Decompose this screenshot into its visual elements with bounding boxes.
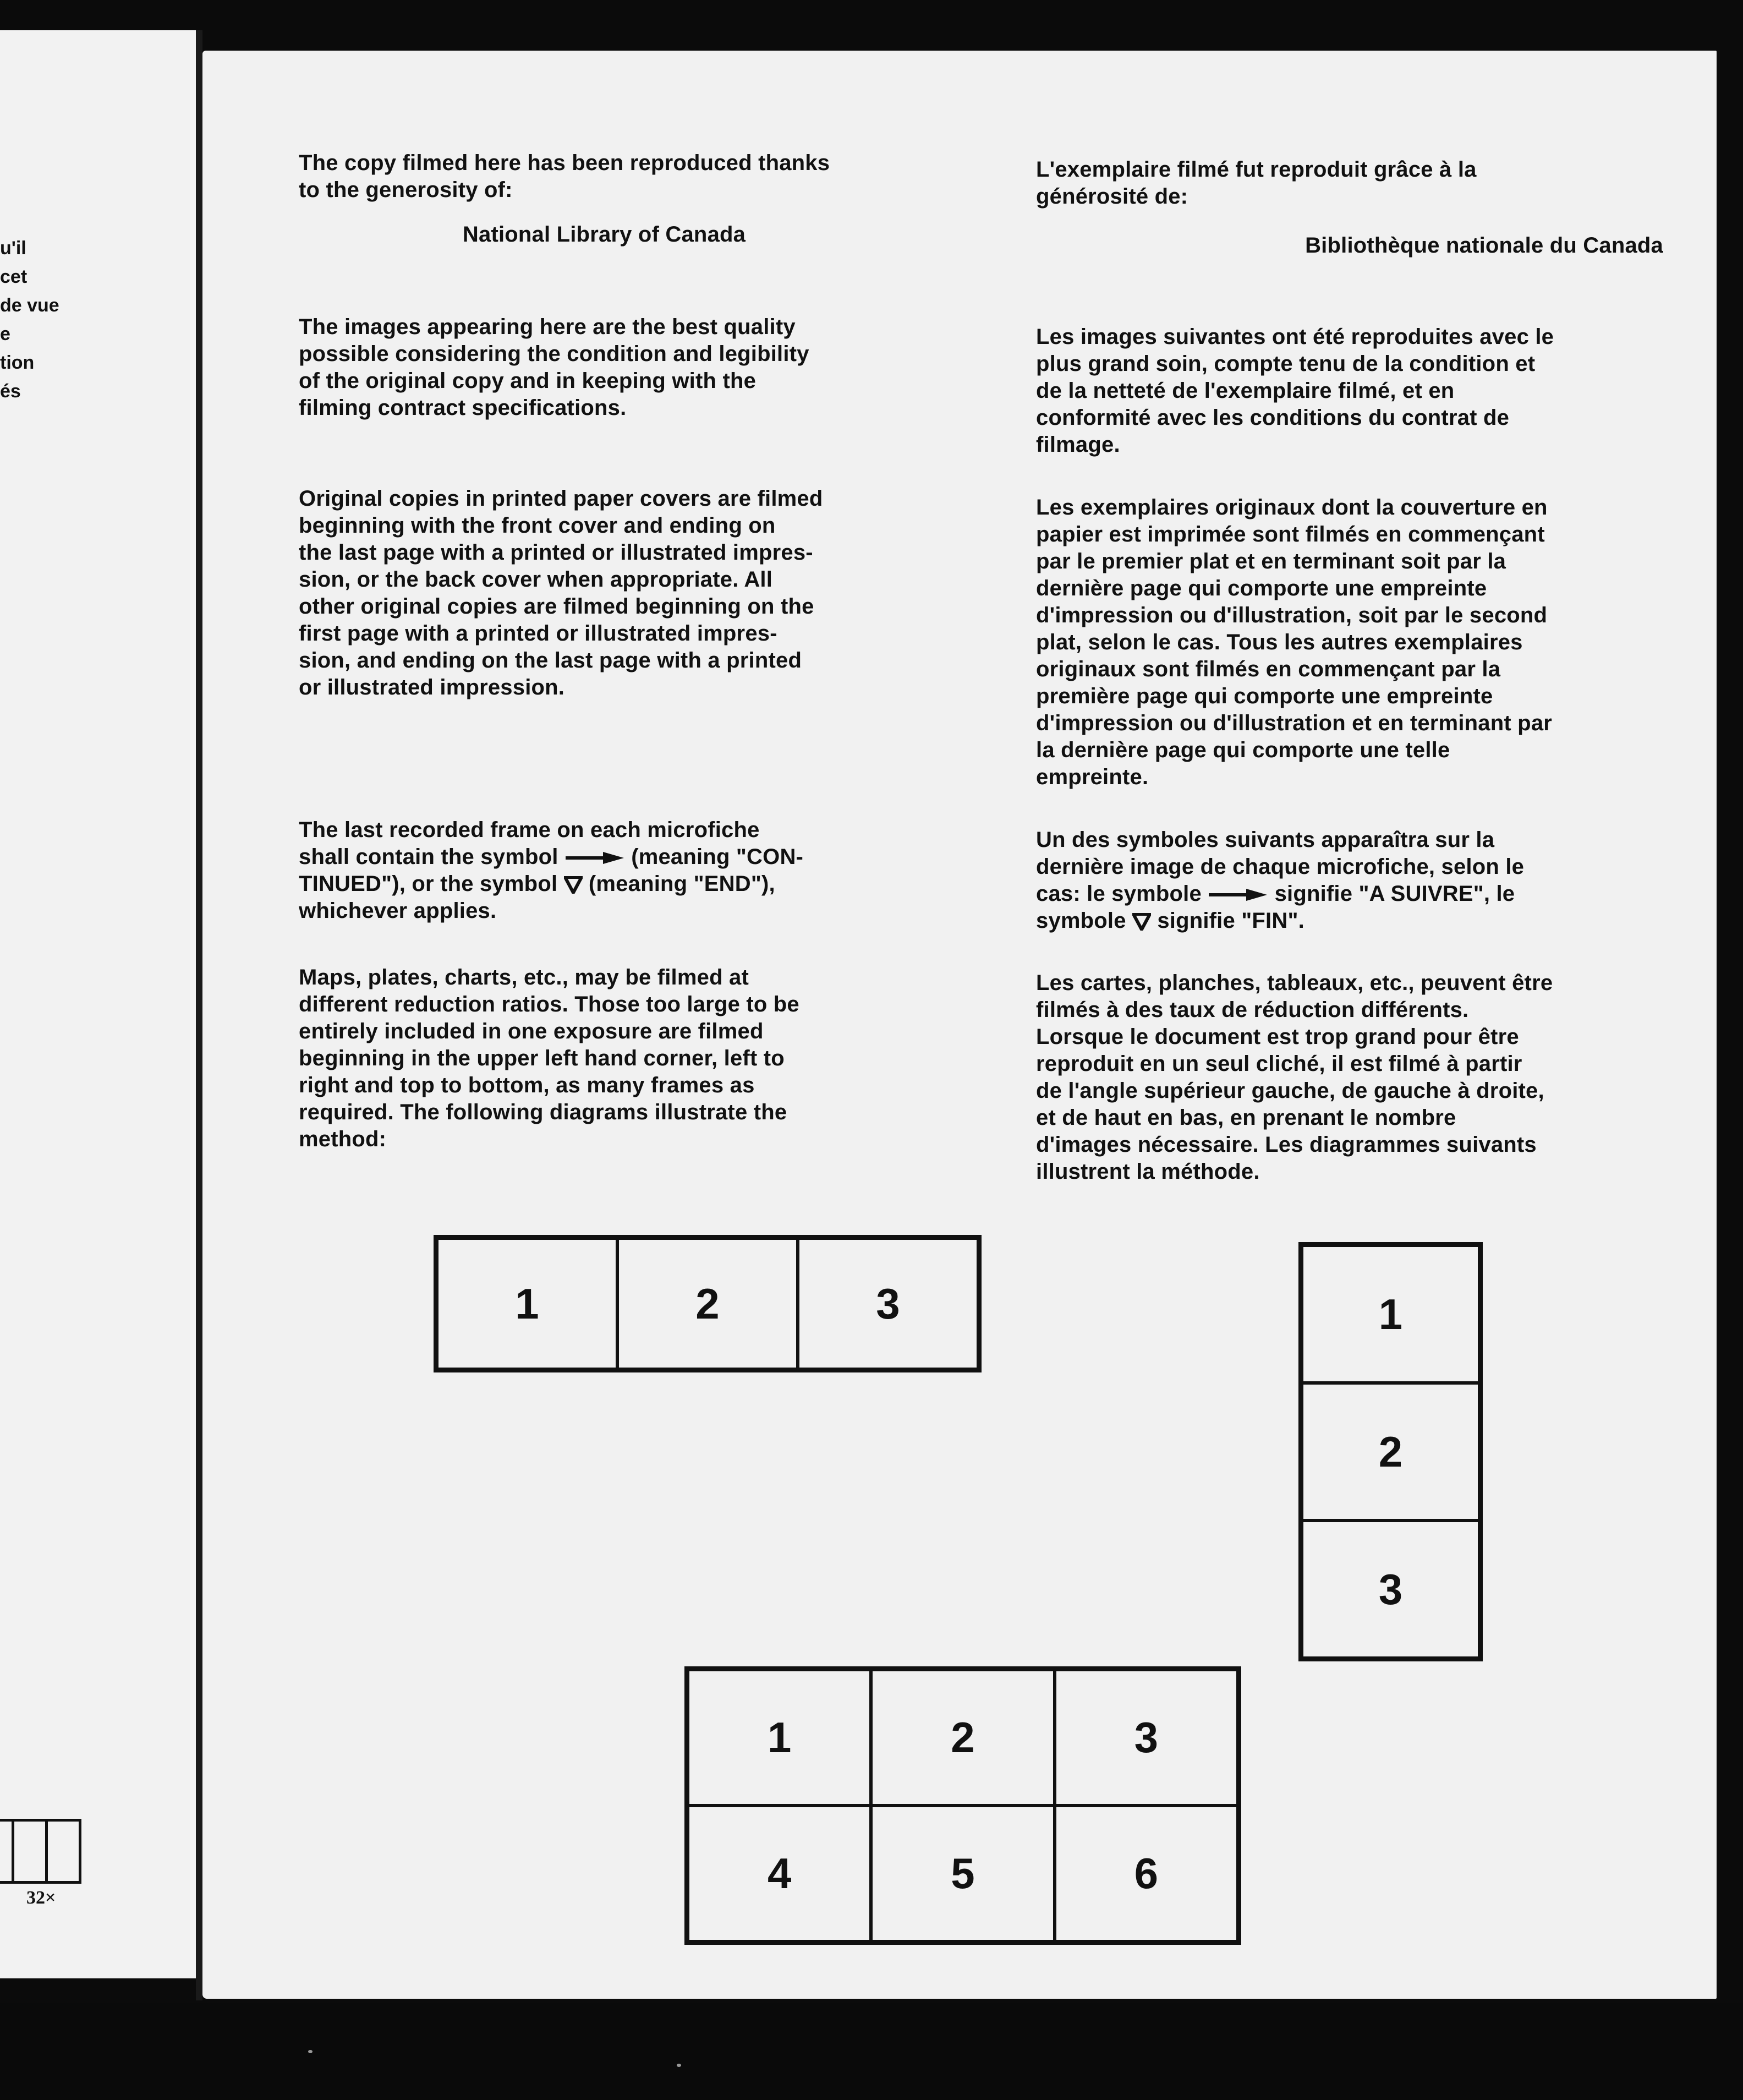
previous-page-fragment — [0, 30, 198, 1978]
maps-paragraph-fr: Les cartes, planches, tableaux, etc., peuvent être filmés à des taux de réduction différents. Lorsque le document est trop grand pour être reproduit en un seul cliché, il est filmé à partir de l'angle supérieur gauche, de gauche à droite, et de haut en bas, en prenant le nombre d'images nécessaire. Les diagrammes suivants illustrent la méthode. — [1036, 971, 1553, 1184]
quality-paragraph-fr: Les images suivantes ont été reproduites avec le plus grand soin, compte tenu de la condition et de la netteté de l'exemplaire filmé, et en conformité avec les conditions du contrat de filmage. — [1036, 325, 1554, 457]
frame-cell: 6 — [1055, 1806, 1238, 1942]
prev-page-diagram — [0, 1819, 81, 1884]
scan-speck — [677, 2064, 681, 2067]
frame-cell: 4 — [688, 1806, 871, 1942]
scan-speck — [308, 2050, 313, 2053]
frame-cell: 2 — [1302, 1383, 1479, 1521]
frame-cell: 1 — [437, 1238, 617, 1369]
triangle-down-icon — [564, 876, 583, 894]
diagram-six-frame-grid — [684, 1666, 1241, 1945]
symbols-paragraph-en: The last recorded frame on each microfiche shall contain the symbol (meaning "CON- TINUED"), or the symbol (meaning "END"), whichever applies. — [299, 818, 804, 923]
institution-fr: Bibliothèque nationale du Canada — [1305, 233, 1663, 258]
frame-cell: 3 — [1055, 1670, 1238, 1806]
arrow-icon — [564, 851, 625, 865]
symbols-paragraph-fr: Un des symboles suivants apparaîtra sur la dernière image de chaque microfiche, selon le cas: le symbole signifie "A SUIVRE", le symbole signifie "FIN". — [1036, 828, 1525, 933]
prev-text-fragment: e — [0, 324, 10, 344]
diagram-horizontal-three-frames — [434, 1235, 982, 1372]
frame-cell: 1 — [1302, 1245, 1479, 1383]
credit-intro-fr: L'exemplaire filmé fut reproduit grâce à la générosité de: — [1036, 157, 1477, 209]
prev-text-fragment: és — [0, 381, 21, 402]
institution-en: National Library of Canada — [462, 222, 746, 247]
frame-cell: 5 — [871, 1806, 1054, 1942]
credit-intro-en: The copy filmed here has been reproduced thanks to the generosity of: — [299, 151, 830, 202]
microfiche-target-page — [202, 51, 1717, 1999]
diagram-vertical-three-frames — [1298, 1242, 1483, 1661]
scan-border-bottom — [0, 2003, 1743, 2100]
frame-cell: 2 — [617, 1238, 798, 1369]
originals-paragraph-en: Original copies in printed paper covers are filmed beginning with the front cover and ending on the last page with a printed or illustrated impres- sion, or the back cover when appropriate. All other original copies are filmed beginning on the first page with a printed or illustrated impres- sion, and ending on the last page with a printed or illustrated impression. — [299, 486, 823, 699]
page-gutter — [196, 30, 202, 2000]
prev-text-fragment: u'il — [0, 238, 26, 259]
maps-paragraph-en: Maps, plates, charts, etc., may be filmed at different reduction ratios. Those too large to be entirely included in one exposure are filmed beginning in the upper left hand corner, left to right and top to bottom, as many frames as required. The following diagrams illustrate the method: — [299, 965, 799, 1151]
arrow-icon — [1208, 888, 1268, 902]
frame-cell: 2 — [871, 1670, 1054, 1806]
reduction-ratio-label: 32× — [26, 1888, 56, 1908]
frame-cell: 1 — [688, 1670, 871, 1806]
originals-paragraph-fr: Les exemplaires originaux dont la couverture en papier est imprimée sont filmés en commençant par le premier plat et en terminant soit par la dernière page qui comporte une empreinte d'impression ou d'illustration, soit par le second plat, selon le cas. Tous les autres exemplaires originaux sont filmés en commençant par la première page qui comporte une empreinte d'impression ou d'illustration et en terminant par la dernière page qui comporte une telle empreinte. — [1036, 495, 1553, 789]
prev-text-fragment: cet — [0, 266, 28, 287]
quality-paragraph-en: The images appearing here are the best quality possible considering the condition and legibility of the original copy and in keeping with the filming contract specifications. — [299, 315, 809, 420]
prev-text-fragment: tion — [0, 352, 35, 373]
frame-cell: 3 — [798, 1238, 978, 1369]
frame-cell: 3 — [1302, 1521, 1479, 1658]
triangle-down-icon — [1132, 913, 1151, 931]
prev-text-fragment: de vue — [0, 295, 59, 316]
